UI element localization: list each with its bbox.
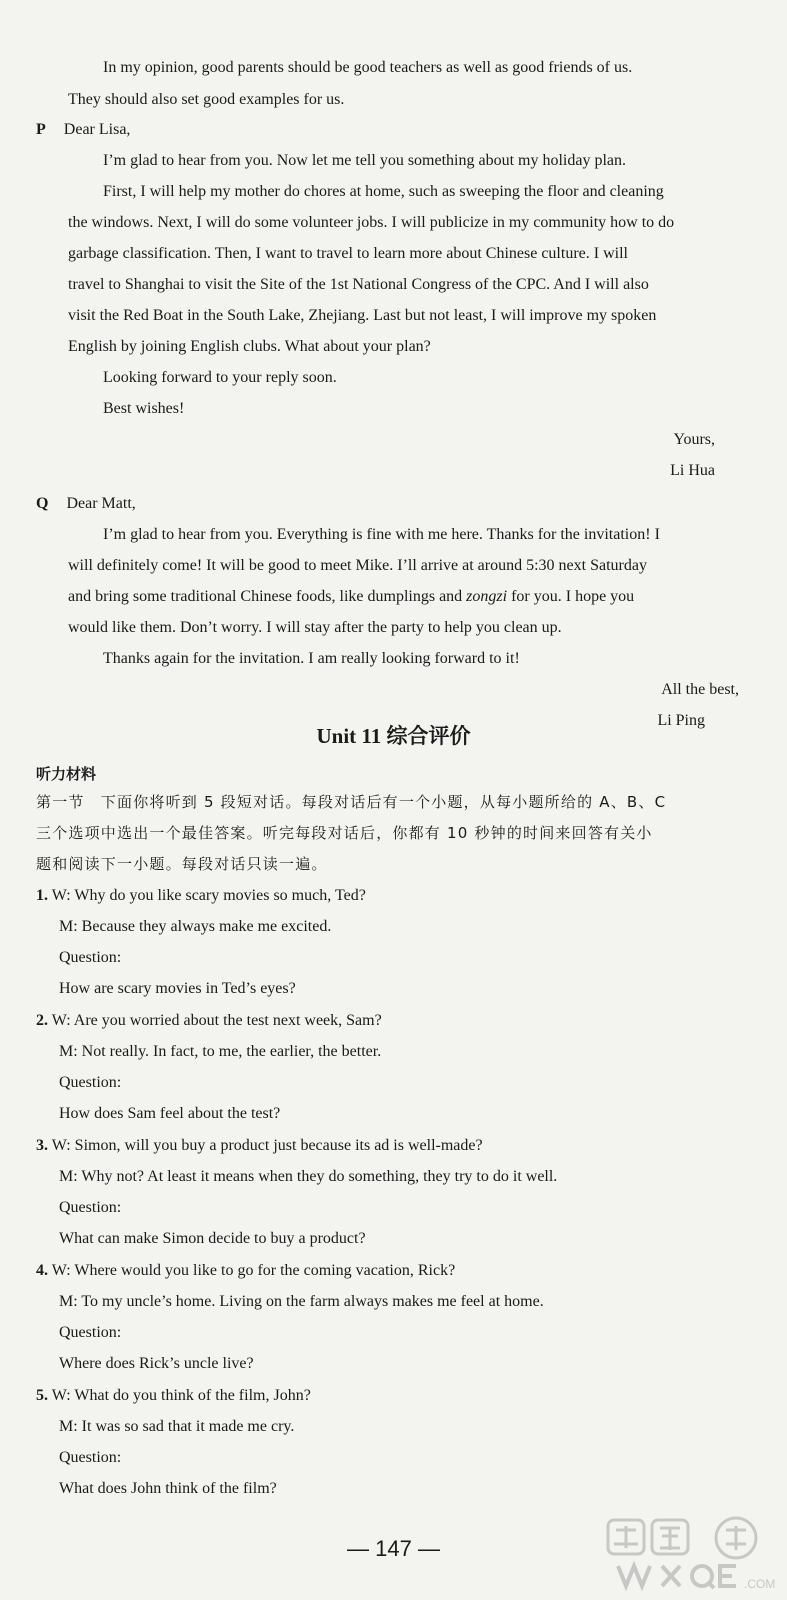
watermark-logo [604, 1514, 779, 1594]
question-label: Question: [59, 1449, 122, 1466]
question-number: 4. [36, 1262, 48, 1279]
dialogue-m: M: Why not? At least it means when they do something, they try to do it well. [59, 1168, 558, 1185]
dialogue-w: W: Are you worried about the test next week, Sam? [51, 1012, 382, 1029]
letter-line: First, I will help my mother do chores at home, such as sweeping the floor and cleaning [103, 183, 664, 200]
question-number: 1. [36, 887, 48, 904]
dialogue-m: M: Because they always make me excited. [59, 918, 332, 935]
question-text: How are scary movies in Ted’s eyes? [59, 980, 296, 997]
letter-line: visit the Red Boat in the South Lake, Zhejiang. Last but not least, I will improve my spoken [68, 307, 657, 324]
letter-line: and bring some traditional Chinese foods, like dumplings and zongzi for you. I hope you [68, 588, 635, 605]
letter-line: garbage classification. Then, I want to travel to learn more about Chinese culture. I will [68, 245, 628, 262]
letter-line: the windows. Next, I will do some volunteer jobs. I will publicize in my community how to do [68, 214, 675, 231]
question-text: What can make Simon decide to buy a product? [59, 1230, 366, 1247]
letter-closing: All the best, [661, 681, 739, 698]
question-text: Where does Rick’s uncle live? [59, 1355, 254, 1372]
letter-line: I’m glad to hear from you. Now let me tell you something about my holiday plan. [103, 152, 627, 169]
section-intro-line: 第一节 下面你将听到 5 段短对话。每段对话后有一个小题，从每小题所给的 A、B、C [36, 793, 667, 811]
letter-line: travel to Shanghai to visit the Site of the 1st National Congress of the CPC. And I will also [68, 276, 649, 293]
dialogue-w-line [36, 885, 366, 907]
question-label: Question: [59, 1199, 122, 1216]
dialogue-w-line [36, 1260, 455, 1282]
section-intro-line: 题和阅读下一小题。每段对话只读一遍。 [36, 855, 328, 873]
question-text: How does Sam feel about the test? [59, 1105, 281, 1122]
dialogue-w-line [36, 1010, 382, 1032]
letter-line: Best wishes! [103, 400, 185, 417]
letter-line: English by joining English clubs. What about your plan? [68, 338, 431, 355]
paragraph-line: In my opinion, good parents should be good teachers as well as good friends of us. [103, 59, 633, 76]
letter-line: would like them. Don’t worry. I will stay after the party to help you clean up. [68, 619, 562, 636]
dialogue-m: M: To my uncle’s home. Living on the farm always makes me feel at home. [59, 1293, 544, 1310]
dialogue-w-line [36, 1385, 311, 1407]
dialogue-w: W: Simon, will you buy a product just because its ad is well-made? [51, 1137, 483, 1154]
letter-q-header [36, 493, 136, 515]
dialogue-w: W: Why do you like scary movies so much, Ted? [51, 887, 366, 904]
question-number: 5. [36, 1387, 48, 1404]
section-tag: P [36, 121, 46, 138]
section-tag: Q [36, 495, 49, 512]
dialogue-w-line [36, 1135, 483, 1157]
question-number: 2. [36, 1012, 48, 1029]
letter-signature: Li Hua [670, 462, 715, 479]
page-number: — 147 — [347, 1536, 440, 1561]
letter-p-header [36, 119, 130, 141]
letter-line: I’m glad to hear from you. Everything is fine with me here. Thanks for the invitation! I [103, 526, 660, 543]
letter-line: will definitely come! It will be good to meet Mike. I’ll arrive at around 5:30 next Saturday [68, 557, 647, 574]
question-label: Question: [59, 949, 122, 966]
question-label: Question: [59, 1324, 122, 1341]
letter-line: Thanks again for the invitation. I am really looking forward to it! [103, 650, 520, 667]
letter-line: Looking forward to your reply soon. [103, 369, 337, 386]
greeting: Dear Matt, [66, 495, 136, 512]
unit-title: Unit 11 综合评价 [316, 724, 471, 748]
question-label: Question: [59, 1074, 122, 1091]
dialogue-w: W: What do you think of the film, John? [51, 1387, 311, 1404]
letter-signature: Li Ping [657, 712, 705, 729]
letter-closing: Yours, [673, 431, 715, 448]
greeting: Dear Lisa, [63, 121, 131, 138]
section-intro-line: 三个选项中选出一个最佳答案。听完每段对话后，你都有 10 秒钟的时间来回答有关小 [36, 824, 653, 842]
listening-heading: 听力材料 [36, 765, 97, 783]
dialogue-m: M: Not really. In fact, to me, the earlier, the better. [59, 1043, 382, 1060]
question-number: 3. [36, 1137, 48, 1154]
question-text: What does John think of the film? [59, 1480, 277, 1497]
dialogue-w: W: Where would you like to go for the coming vacation, Rick? [51, 1262, 456, 1279]
dialogue-m: M: It was so sad that it made me cry. [59, 1418, 295, 1435]
paragraph-line: They should also set good examples for us. [68, 91, 345, 108]
svg-text:.COM: .COM [744, 1577, 776, 1591]
